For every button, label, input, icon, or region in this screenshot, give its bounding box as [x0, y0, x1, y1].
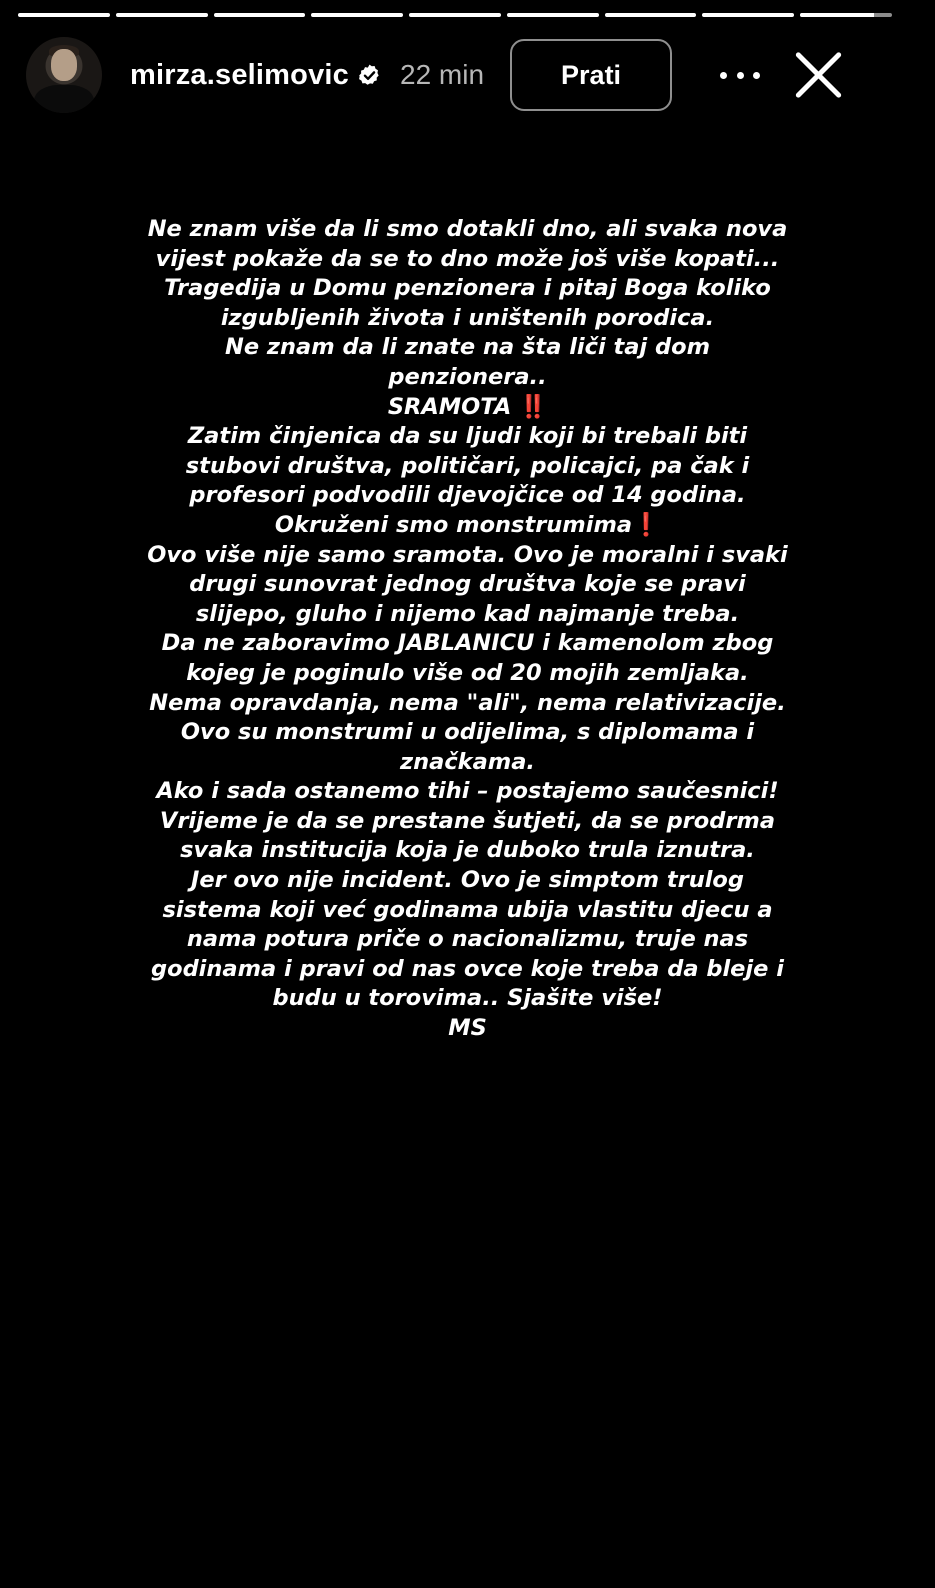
exclamation-emoji: ❗	[632, 511, 661, 538]
story-progress-bar	[18, 13, 892, 17]
progress-segment	[507, 13, 599, 17]
paragraph-3-text: Zatim činjenica da su ljudi koji bi trebali biti stubovi društva, političari, policajci, pa čak i profesori podvodili djevojčice od 14 godina. Okruženi smo monstrumima	[185, 423, 750, 538]
username[interactable]: mirza.selimovic	[130, 58, 349, 91]
post-time: 22 min	[400, 59, 485, 90]
more-options-icon[interactable]	[720, 60, 760, 90]
avatar-head	[51, 49, 77, 81]
paragraph-4: Ovo više nije samo sramota. Ovo je moralni i svaki drugi sunovrat jednog društva koje se pravi slijepo, gluho i nijemo kad najmanje treba.	[147, 541, 788, 627]
signature: MS	[448, 1015, 487, 1042]
close-icon[interactable]	[794, 50, 844, 100]
progress-fill	[800, 13, 873, 17]
follow-button[interactable]: Prati	[510, 39, 672, 111]
progress-fill	[702, 13, 794, 17]
progress-fill	[605, 13, 697, 17]
double-exclamation-emoji: ‼️	[519, 393, 548, 420]
story-header	[26, 37, 909, 113]
paragraph-3	[30, 422, 905, 540]
progress-segment	[311, 13, 403, 17]
progress-fill	[409, 13, 501, 17]
paragraph-7: Vrijeme je da se prestane šutjeti, da se prodrma svaka institucija koja je duboko trula iznutra.	[159, 807, 776, 864]
progress-fill	[311, 13, 403, 17]
sramota-text: SRAMOTA	[387, 393, 512, 420]
dot	[720, 72, 727, 79]
progress-fill	[507, 13, 599, 17]
paragraph-2	[30, 393, 905, 423]
avatar[interactable]	[26, 37, 102, 113]
paragraph-1: Ne znam više da li smo dotakli dno, ali svaka nova vijest pokaže da se to dno može još više kopati... Tragedija u Domu penzionera i pitaj Boga koliko izgubljenih života i uništenih porodica. Ne znam da li znate na šta liči taj dom penzionera..	[147, 216, 788, 390]
progress-segment	[214, 13, 306, 17]
progress-segment	[116, 13, 208, 17]
progress-fill	[18, 13, 110, 17]
progress-fill	[214, 13, 306, 17]
progress-segment	[800, 13, 892, 17]
progress-fill	[116, 13, 208, 17]
verified-badge-icon	[357, 63, 382, 88]
paragraph-6: Ako i sada ostanemo tihi – postajemo saučesnici!	[156, 778, 779, 805]
dot	[753, 72, 760, 79]
progress-segment	[702, 13, 794, 17]
progress-segment	[605, 13, 697, 17]
paragraph-8: Jer ovo nije incident. Ovo je simptom trulog sistema koji već godinama ubija vlastitu djecu a nama potura priče o nacionalizmu, truje nas godinama i pravi od nas ovce koje treba da bleje i budu u torovima.. Sjašite više!	[151, 867, 784, 1012]
progress-segment	[409, 13, 501, 17]
paragraph-5: Da ne zaboravimo JABLANICU i kamenolom zbog kojeg je poginulo više od 20 mojih zemljaka. Nema opravdanja, nema "ali", nema relativizacije. Ovo su monstrumi u odijelima, s diplomama i značkama.	[149, 630, 786, 775]
progress-segment	[18, 13, 110, 17]
avatar-body	[34, 85, 94, 113]
dot	[737, 72, 744, 79]
story-text	[30, 215, 905, 1044]
